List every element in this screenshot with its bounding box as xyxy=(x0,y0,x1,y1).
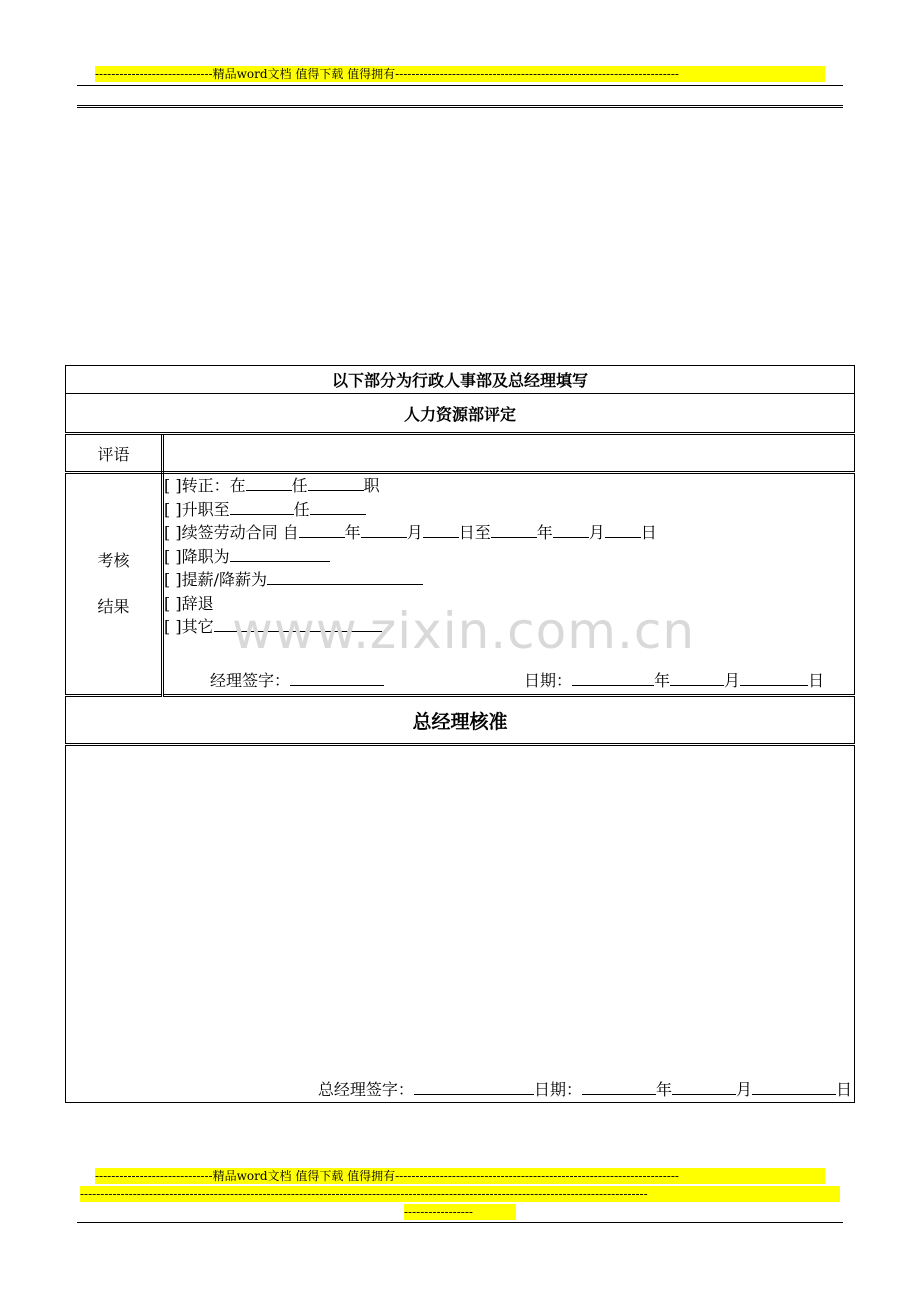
comment-label: 评语 xyxy=(66,434,163,473)
header-double-rule xyxy=(77,105,843,108)
blank[interactable] xyxy=(582,1079,656,1095)
option-regularize-label: [ ]转正：在 xyxy=(164,476,246,495)
blank[interactable] xyxy=(308,475,364,491)
gm-signature-line xyxy=(318,1077,852,1100)
manager-signature-line xyxy=(210,669,854,693)
blank[interactable] xyxy=(491,522,537,538)
year-label: 年 xyxy=(344,523,361,542)
option-regularize-mid: 任 xyxy=(291,476,308,495)
header-rule xyxy=(77,85,843,86)
option-dismiss[interactable] xyxy=(164,592,854,616)
blank[interactable] xyxy=(267,569,423,585)
year-label: 年 xyxy=(654,670,671,690)
manager-sign-field[interactable] xyxy=(290,670,384,686)
blank[interactable] xyxy=(605,522,641,538)
blank[interactable] xyxy=(670,670,724,686)
option-other-label: [ ]其它 xyxy=(164,617,214,636)
footer-dashes-end: ----------------- xyxy=(404,1204,516,1220)
option-other[interactable] xyxy=(164,615,854,639)
result-label-line1: 考核 xyxy=(97,551,130,570)
header-banner: -----------------------------精品word文档 值得下载 值得拥有---------------------------------------------------------------------- xyxy=(95,66,825,82)
option-promote[interactable] xyxy=(164,498,854,522)
hr-section-title: 人力资源部评定 xyxy=(66,394,855,434)
blank[interactable] xyxy=(361,522,407,538)
gm-sign-label: 总经理签字： xyxy=(317,1080,414,1099)
day-to-label: 日至 xyxy=(458,523,491,542)
manager-sign-label: 经理签字： xyxy=(210,670,291,690)
option-demote-label: [ ]降职为 xyxy=(164,546,230,566)
footer-dashes: -------------------------------------------------------------------------------------------------------------------------------------------- xyxy=(80,1186,840,1202)
form-title: 以下部分为行政人事部及总经理填写 xyxy=(66,366,855,394)
option-salary-label: [ ]提薪/降薪为 xyxy=(164,570,267,589)
footer-banner: -----------------------------精品word文档 值得下载 值得拥有---------------------------------------------------------------------- xyxy=(95,1168,825,1184)
option-promote-mid: 任 xyxy=(293,499,310,519)
month-label: 月 xyxy=(724,670,741,690)
year-label: 年 xyxy=(655,1080,672,1099)
gm-section-title: 总经理核准 xyxy=(66,696,855,745)
option-regularize[interactable] xyxy=(164,474,854,498)
option-dismiss-label: [ ]辞退 xyxy=(164,593,214,613)
gm-date-label: 日期： xyxy=(533,1080,582,1099)
watermark-text: www.zixin.com.cn xyxy=(232,602,696,660)
comment-field[interactable] xyxy=(163,434,855,473)
month-label: 月 xyxy=(735,1080,752,1099)
result-label xyxy=(66,473,163,696)
date-label: 日期： xyxy=(524,670,573,690)
blank[interactable] xyxy=(299,522,345,538)
blank[interactable] xyxy=(230,499,294,515)
evaluation-form-table xyxy=(65,365,855,1103)
blank[interactable] xyxy=(572,670,654,686)
option-renew-contract[interactable] xyxy=(164,521,854,545)
option-renew-label: [ ]续签劳动合同 自 xyxy=(164,523,299,542)
option-promote-label: [ ]升职至 xyxy=(164,499,230,519)
blank[interactable] xyxy=(230,546,330,562)
blank[interactable] xyxy=(310,499,366,515)
blank[interactable] xyxy=(423,522,459,538)
year-label: 年 xyxy=(536,523,553,542)
gm-approval-area[interactable] xyxy=(66,745,855,1103)
blank[interactable] xyxy=(672,1079,736,1095)
blank[interactable] xyxy=(752,1079,836,1095)
day-label: 日 xyxy=(640,523,657,542)
option-salary-change[interactable] xyxy=(164,568,854,592)
blank[interactable] xyxy=(553,522,589,538)
blank[interactable] xyxy=(740,670,808,686)
month-label: 月 xyxy=(588,523,605,542)
option-demote[interactable] xyxy=(164,545,854,569)
blank[interactable] xyxy=(214,616,382,632)
option-regularize-end: 职 xyxy=(363,476,380,495)
day-label: 日 xyxy=(835,1080,852,1099)
month-label: 月 xyxy=(406,523,423,542)
footer-rule xyxy=(77,1222,843,1223)
result-options xyxy=(163,473,855,696)
result-label-line2: 结果 xyxy=(97,597,130,616)
gm-sign-field[interactable] xyxy=(414,1079,534,1095)
day-label: 日 xyxy=(808,670,825,690)
blank[interactable] xyxy=(246,475,292,491)
